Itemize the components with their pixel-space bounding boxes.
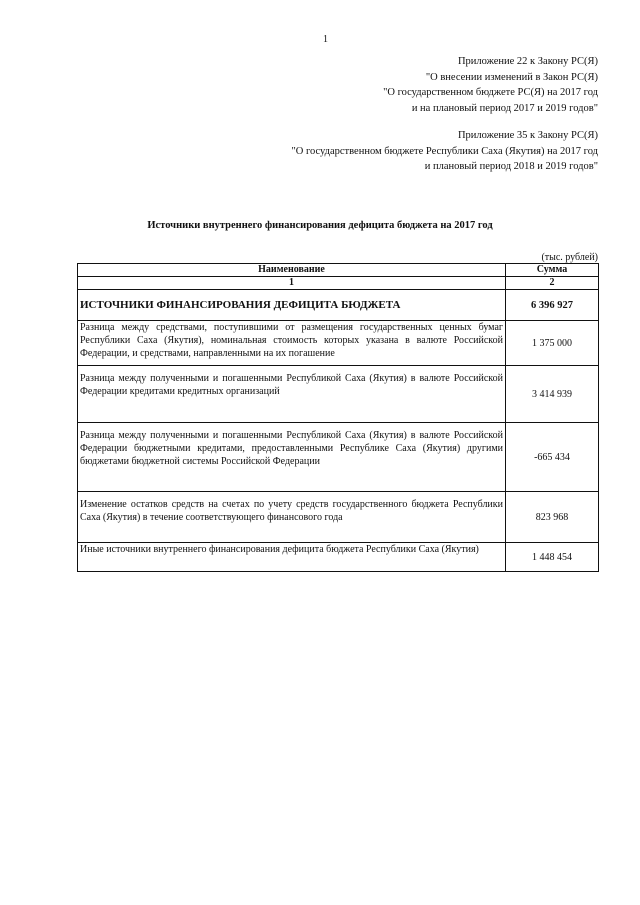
header-name: Наименование (78, 264, 506, 277)
row-amount: 1 375 000 (506, 321, 599, 366)
row-amount: 3 414 939 (506, 366, 599, 423)
table-header-row (78, 264, 599, 277)
annex-35-line-2: "О государственном бюджете Республики Саха (Якутия) на 2017 год (291, 145, 598, 157)
annex-22-line-1: Приложение 22 к Закону РС(Я) (457, 56, 598, 67)
annex-22-line-4: и на плановый период 2017 и 2019 годов" (411, 102, 598, 114)
total-amount: 6 396 927 (506, 290, 599, 321)
total-name: ИСТОЧНИКИ ФИНАНСИРОВАНИЯ ДЕФИЦИТА БЮДЖЕТА (78, 290, 506, 321)
row-amount: -665 434 (506, 423, 599, 492)
row-amount: 823 968 (506, 492, 599, 543)
table-row (78, 423, 599, 492)
column-number-name: 1 (78, 277, 506, 290)
table-row (78, 366, 599, 423)
annex-22-line-2: "О внесении изменений в Закон РС(Я) (425, 71, 598, 83)
row-name: Изменение остатков средств на счетах по учету средств государственного бюджета Республики Саха (Якутия) в течение соответствующего финансового года (78, 492, 506, 543)
table-row (78, 543, 599, 572)
annex-35-header (291, 128, 598, 175)
annex-35-line-3: и плановый период 2018 и 2019 годов" (424, 161, 598, 172)
annex-22-line-3: "О государственном бюджете РС(Я) на 2017 год (383, 87, 598, 98)
row-name: Разница между полученными и погашенными Республикой Саха (Якутия) в валюте Российской Федерации бюджетными кредитами, предоставленными Республике Саха (Якутия) другими бюджетами бюджетной системы Российской Федерации (78, 423, 506, 492)
table-row (78, 321, 599, 366)
row-name: Иные источники внутреннего финансирования дефицита бюджета Республики Саха (Якутия) (78, 543, 506, 572)
document-title: Источники внутреннего финансирования дефицита бюджета на 2017 год (147, 220, 493, 231)
column-number-amount: 2 (506, 277, 599, 290)
row-name: Разница между полученными и погашенными Республикой Саха (Якутия) в валюте Российской Федерации кредитами кредитных организаций (78, 366, 506, 423)
annex-35-line-1: Приложение 35 к Закону РС(Я) (457, 130, 598, 141)
units-label: (тыс. рублей) (541, 252, 598, 263)
header-amount: Сумма (506, 264, 599, 277)
annex-22-header (383, 54, 598, 116)
financing-sources-table (77, 263, 599, 572)
column-number-row (78, 277, 599, 290)
page-number: 1 (323, 34, 328, 45)
table-row (78, 492, 599, 543)
total-row (78, 290, 599, 321)
row-amount: 1 448 454 (506, 543, 599, 572)
row-name: Разница между средствами, поступившими от размещения государственных ценных бумаг Республики Саха (Якутия), номинальная стоимость которых указана в валюте Российской Федерации, и средствами, направленными на их погашение (78, 321, 506, 366)
